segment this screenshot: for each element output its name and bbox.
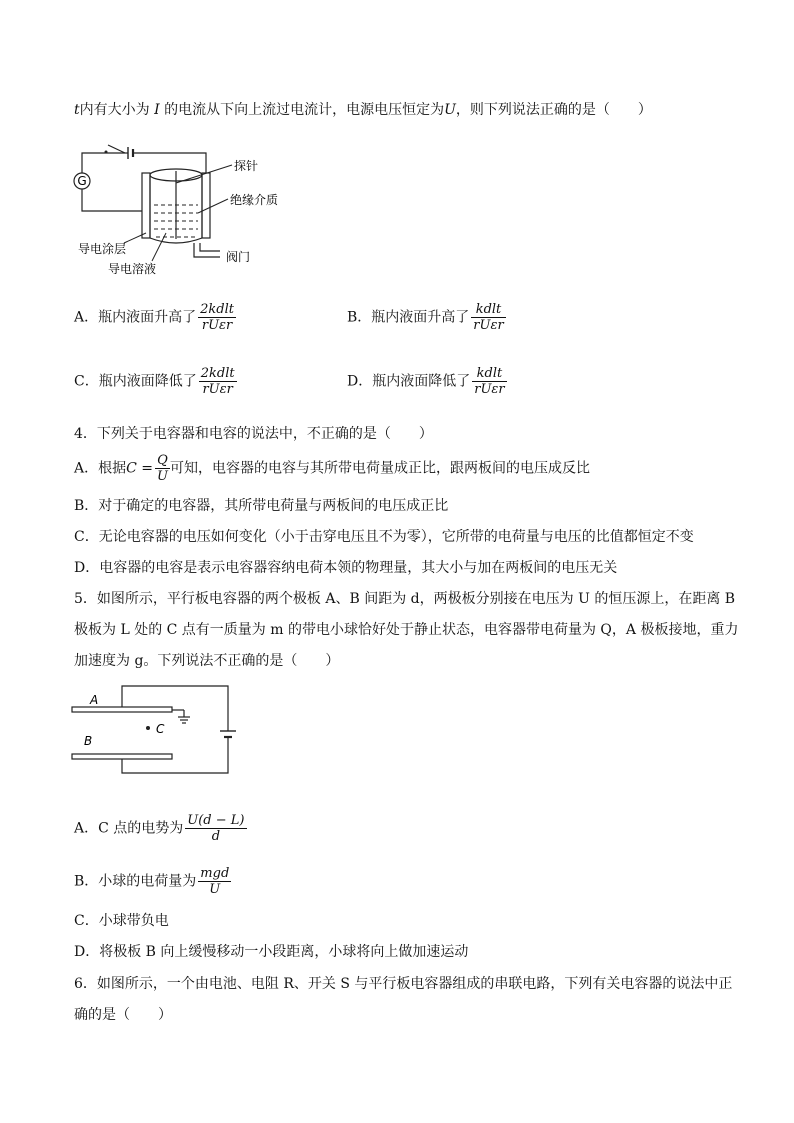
- point-c-label: C: [156, 722, 165, 736]
- q3-option-d[interactable]: D．瓶内液面降低了 $\frac{\text{kdlt}}{\text{rUεr}}$: [347, 366, 505, 397]
- valve-label: 阀门: [226, 250, 251, 264]
- q5-stem-line2: 极板为 L 处的 C 点有一质量为 m 的带电小球恰好处于静止状态，电容器带电荷量为 Q，A 极板接地，重力: [74, 622, 739, 638]
- probe-label: 探针: [234, 159, 259, 173]
- q5-option-d[interactable]: D．将极板 B 向上缓慢移动一小段距离，小球将向上做加速运动: [74, 944, 469, 960]
- q5-figure: [70, 683, 250, 778]
- q5-option-a[interactable]: A．C 点的电势为 $\frac{U(d - L)}{d}$: [74, 813, 245, 844]
- q4-option-d[interactable]: D．电容器的电容是表示电容器容纳电荷本领的物理量，其大小与加在两板间的电压无关: [74, 560, 618, 576]
- q6-stem-line1: 6．如图所示，一个由电池、电阻 R、开关 S 与平行板电容器组成的串联电路，下列有关电容器的说法中正: [74, 976, 733, 992]
- q5-stem-line1: 5．如图所示，平行板电容器的两个极板 A、B 间距为 d，两极板分别接在电压为 U 的恒压源上，在距离 B: [74, 591, 736, 607]
- q4-option-c[interactable]: C．无论电容器的电压如何变化（小于击穿电压且不为零），它所带的电荷量与电压的比值都恒定不变: [74, 529, 694, 545]
- coating-label: 导电涂层: [78, 242, 127, 256]
- q3-stem: t内有大小为 I 的电流从下向上流过电流计，电源电压恒定为U，则下列说法正确的是（ ）: [74, 102, 652, 118]
- q4-option-a[interactable]: A．根据C = $\frac{Q}{U}$ 可知，电容器的电容与其所带电荷量成正比，跟两板间的电压成反比: [74, 453, 590, 484]
- q3-option-a[interactable]: A．瓶内液面升高了 $\frac{\text{2kdlt}}{\text{rUεr}}$: [74, 302, 234, 333]
- var-t: t: [74, 102, 80, 118]
- q3-option-b[interactable]: B．瓶内液面升高了 $\frac{\text{kdlt}}{\text{rUεr}}$: [347, 302, 504, 333]
- q6-stem-line2: 确的是（ ）: [74, 1007, 172, 1023]
- q5-option-b[interactable]: B．小球的电荷量为 $\frac{\text{mgd}}{U}$: [74, 866, 230, 897]
- q5-option-c[interactable]: C．小球带负电: [74, 913, 169, 929]
- galvanometer-label: G: [77, 174, 87, 188]
- q4-stem: 4．下列关于电容器和电容的说法中，不正确的是（ ）: [74, 426, 433, 442]
- q5-stem-line3: 加速度为 g。下列说法不正确的是（ ）: [74, 653, 340, 669]
- solution-label: 导电溶液: [108, 262, 157, 276]
- plate-b-label: B: [84, 734, 93, 748]
- plate-a-label: A: [90, 693, 99, 707]
- q3-option-c[interactable]: C．瓶内液面降低了 $\frac{\text{2kdlt}}{\text{rUεr}}$: [74, 366, 235, 397]
- insulator-label: 绝缘介质: [230, 193, 279, 207]
- q4-option-b[interactable]: B．对于确定的电容器，其所带电荷量与两板间的电压成正比: [74, 498, 449, 514]
- q3-figure: [70, 143, 300, 278]
